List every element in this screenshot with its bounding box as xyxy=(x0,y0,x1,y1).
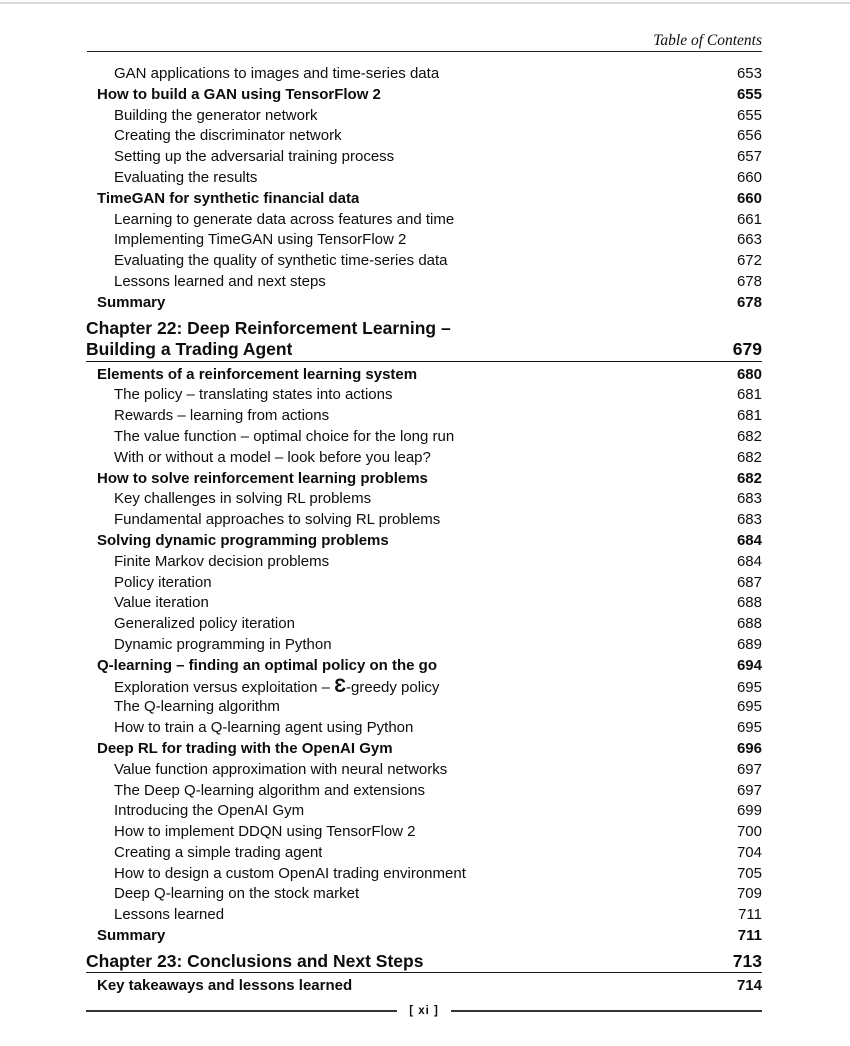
toc-entry xyxy=(86,168,762,189)
toc-entry xyxy=(86,801,762,822)
toc-list xyxy=(86,64,762,997)
toc-entry xyxy=(86,64,762,85)
toc-entry-page: 678 xyxy=(736,272,762,290)
toc-entry-label: How to implement DDQN using TensorFlow 2 xyxy=(114,823,416,841)
toc-entry-label: Policy iteration xyxy=(114,573,212,591)
toc-entry-page: 711 xyxy=(737,927,762,945)
toc-entry-label: Finite Markov decision problems xyxy=(114,552,330,570)
toc-entry-label: Fundamental approaches to solving RL problems xyxy=(114,511,441,529)
toc-entry-label: Chapter 22: Deep Reinforcement Learning – xyxy=(86,317,451,338)
toc-entry-page: 694 xyxy=(736,656,762,674)
toc-entry-page: 657 xyxy=(736,148,762,166)
toc-entry-label: Q-learning – finding an optimal policy on the go xyxy=(97,656,438,674)
toc-entry-label: The Deep Q-learning algorithm and extensions xyxy=(114,781,426,799)
toc-entry-page: 713 xyxy=(732,950,762,971)
toc-entry-label: GAN applications to images and time-series data xyxy=(114,65,440,82)
toc-entry xyxy=(86,106,762,127)
toc-entry xyxy=(86,210,762,231)
footer-rule-left xyxy=(86,1010,397,1012)
toc-entry-page: 688 xyxy=(736,594,762,612)
toc-entry-page: 711 xyxy=(738,906,762,924)
toc-entry xyxy=(86,427,762,448)
toc-entry-page: 696 xyxy=(736,739,762,757)
toc-entry-label: Summary xyxy=(97,927,166,945)
toc-entry xyxy=(86,760,762,781)
toc-entry xyxy=(86,293,762,314)
toc-entry-label: Learning to generate data across features and time xyxy=(114,210,455,228)
toc-entry-label: Generalized policy iteration xyxy=(114,615,295,633)
toc-entry-label: Summary xyxy=(97,293,166,311)
toc-entry xyxy=(86,385,762,406)
page-footer xyxy=(86,1005,762,1017)
toc-entry-label: Solving dynamic programming problems xyxy=(97,531,389,549)
toc-entry-page: 679 xyxy=(732,339,762,360)
toc-entry-label: How to build a GAN using TensorFlow 2 xyxy=(97,85,381,103)
toc-entry xyxy=(86,406,762,427)
toc-entry-page: 687 xyxy=(736,573,762,591)
toc-entry-page: 663 xyxy=(736,231,762,249)
toc-entry xyxy=(86,884,762,905)
toc-entry-label: Elements of a reinforcement learning system xyxy=(97,365,418,383)
toc-entry xyxy=(86,365,762,386)
toc-entry-label: With or without a model – look before you leap? xyxy=(114,448,431,466)
toc-entry xyxy=(86,781,762,802)
toc-entry-label: Chapter 23: Conclusions and Next Steps xyxy=(86,950,424,971)
toc-entry xyxy=(86,905,762,926)
toc-entry-page: 680 xyxy=(736,365,762,383)
toc-entry xyxy=(86,656,762,677)
toc-entry-page: 681 xyxy=(736,386,762,404)
toc-entry-page: 684 xyxy=(736,552,762,570)
toc-entry xyxy=(86,318,762,340)
toc-entry xyxy=(86,552,762,573)
toc-entry-page: 695 xyxy=(736,678,762,696)
toc-entry-label: Evaluating the quality of synthetic time-series data xyxy=(114,252,448,270)
toc-entry xyxy=(86,864,762,885)
toc-entry-page: 683 xyxy=(736,490,762,508)
toc-entry xyxy=(86,85,762,106)
toc-entry-page: 695 xyxy=(736,719,762,737)
toc-entry-label: Key challenges in solving RL problems xyxy=(114,490,372,508)
toc-entry-page: 655 xyxy=(736,106,762,124)
toc-entry-label: The policy – translating states into actions xyxy=(114,386,393,404)
toc-entry xyxy=(86,339,762,362)
toc-entry-page: 678 xyxy=(736,293,762,311)
screenshot-top-edge xyxy=(0,2,850,4)
toc-entry xyxy=(86,489,762,510)
toc-entry-page: 655 xyxy=(736,85,762,103)
toc-entry-page: 682 xyxy=(736,469,762,487)
toc-entry-page: 682 xyxy=(736,448,762,466)
toc-entry-label: Deep Q-learning on the stock market xyxy=(114,885,360,903)
toc-entry-label: TimeGAN for synthetic financial data xyxy=(97,189,360,207)
toc-entry-page: 709 xyxy=(736,885,762,903)
toc-entry-page: 695 xyxy=(736,698,762,716)
toc-entry xyxy=(86,926,762,947)
toc-entry-label: Deep RL for trading with the OpenAI Gym xyxy=(97,739,393,757)
toc-entry-page: 682 xyxy=(736,427,762,445)
toc-entry-label: Rewards – learning from actions xyxy=(114,407,330,425)
toc-entry-page: 700 xyxy=(736,823,762,841)
toc-entry-page: 705 xyxy=(736,864,762,882)
toc-entry-page: 699 xyxy=(736,802,762,820)
toc-entry xyxy=(86,251,762,272)
toc-entry xyxy=(86,189,762,210)
toc-entry-page: 697 xyxy=(736,781,762,799)
toc-entry-page: 683 xyxy=(736,511,762,529)
toc-entry-page: 688 xyxy=(736,615,762,633)
toc-entry-label: Exploration versus exploitation – Ɛ-greedy policy xyxy=(114,676,440,697)
toc-entry-label: Setting up the adversarial training process xyxy=(114,148,395,166)
toc-entry xyxy=(86,593,762,614)
toc-entry xyxy=(86,677,762,698)
toc-entry-page: 660 xyxy=(736,168,762,186)
toc-entry-page: 704 xyxy=(736,843,762,861)
toc-entry xyxy=(86,510,762,531)
toc-entry xyxy=(86,531,762,552)
toc-entry-label: Key takeaways and lessons learned xyxy=(97,977,353,995)
toc-entry xyxy=(86,718,762,739)
folio-page-number: [ xi ] xyxy=(409,1005,439,1017)
toc-entry-label: Creating a simple trading agent xyxy=(114,843,323,861)
toc-entry-label: Creating the discriminator network xyxy=(114,127,342,145)
toc-entry-page: 684 xyxy=(736,531,762,549)
toc-entry xyxy=(86,614,762,635)
running-head xyxy=(87,30,762,52)
footer-rule-right xyxy=(451,1010,762,1012)
toc-entry xyxy=(86,951,762,974)
toc-entry-label: Evaluating the results xyxy=(114,168,258,186)
toc-entry xyxy=(86,573,762,594)
toc-entry-page: 660 xyxy=(736,189,762,207)
epsilon-glyph: Ɛ xyxy=(334,676,347,697)
toc-entry xyxy=(86,147,762,168)
toc-entry-page: 653 xyxy=(736,65,762,82)
toc-entry xyxy=(86,635,762,656)
toc-entry xyxy=(86,272,762,293)
toc-entry-page: 656 xyxy=(736,127,762,145)
toc-entry xyxy=(86,976,762,997)
toc-entry xyxy=(86,126,762,147)
toc-entry-label: How to train a Q-learning agent using Python xyxy=(114,719,414,737)
toc-entry-page: 672 xyxy=(736,252,762,270)
toc-entry-page: 714 xyxy=(736,977,762,995)
toc-entry-label: Dynamic programming in Python xyxy=(114,635,332,653)
toc-entry xyxy=(86,843,762,864)
toc-entry-label: The value function – optimal choice for the long run xyxy=(114,427,455,445)
toc-entry-label: The Q-learning algorithm xyxy=(114,698,280,716)
toc-entry xyxy=(86,697,762,718)
toc-entry-page: 681 xyxy=(736,407,762,425)
toc-entry-label: How to solve reinforcement learning problems xyxy=(97,469,428,487)
toc-entry-label: Lessons learned and next steps xyxy=(114,272,326,290)
toc-entry xyxy=(86,230,762,251)
toc-entry xyxy=(86,822,762,843)
toc-entry-label: Building the generator network xyxy=(114,106,318,124)
toc-entry-page: 689 xyxy=(736,635,762,653)
toc-entry xyxy=(86,448,762,469)
running-head-title: Table of Contents xyxy=(653,32,762,49)
toc-entry xyxy=(86,469,762,490)
toc-entry-label: Value iteration xyxy=(114,594,209,612)
toc-entry xyxy=(86,739,762,760)
toc-entry-label: How to design a custom OpenAI trading environment xyxy=(114,864,466,882)
toc-entry-page: 697 xyxy=(736,760,762,778)
toc-entry-label: Implementing TimeGAN using TensorFlow 2 xyxy=(114,231,407,249)
toc-entry-label: Introducing the OpenAI Gym xyxy=(114,802,305,820)
toc-entry-label: Lessons learned xyxy=(114,906,225,924)
toc-entry-page: 661 xyxy=(736,210,762,228)
toc-entry-label: Value function approximation with neural networks xyxy=(114,760,448,778)
toc-entry-label: Building a Trading Agent xyxy=(86,339,293,360)
